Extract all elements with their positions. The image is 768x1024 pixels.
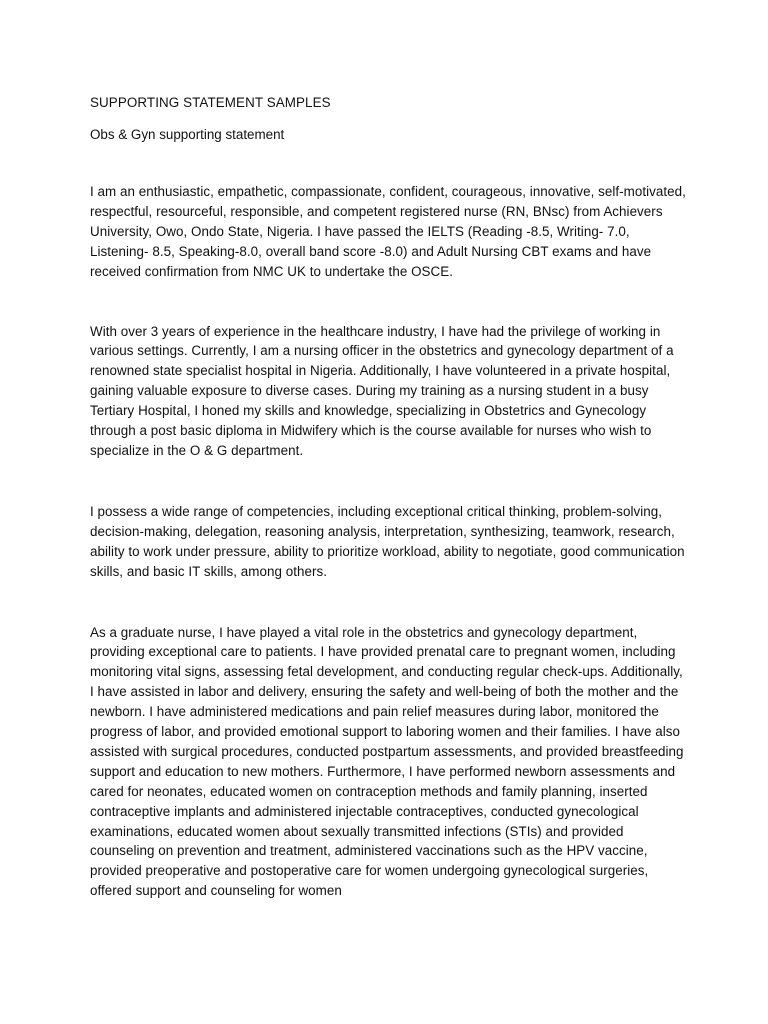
- paragraph-competencies: I possess a wide range of competencies, including exceptional critical thinking, problem-solving, decision-making, delegation, reasoning analysis, interpretation, synthesizing, teamwork, research, ability to work under pressure, ability to prioritize workload, ability to negotiate, good communication skills, and basic IT skills, among others.: [90, 503, 685, 579]
- document-subtitle: Obs & Gyn supporting statement: [90, 127, 285, 142]
- paragraph-graduate-nurse-role: As a graduate nurse, I have played a vital role in the obstetrics and gynecology department, providing exceptional care to patients. I have provided prenatal care to pregnant women, including monitoring vital signs, assessing fetal development, and conducting regular check-ups. Additionally, I have assisted in labor and delivery, ensuring the safety and well-being of both the mother and the newborn. I have administered medications and pain relief measures during labor, monitored the progress of labor, and provided emotional support to laboring women and their families. I have also assisted with surgical procedures, conducted postpartum assessments, and provided breastfeeding support and education to new mothers. Furthermore, I have performed newborn assessments and cared for neonates, educated women on contraception methods and family planning, inserted contraceptive implants and administered injectable contraceptives, conducted gynecological examinations, educated women about sexually transmitted infections (STIs) and provided counseling on prevention and treatment, administered vaccinations such as the HPV vaccine, provided preoperative and postoperative care for women undergoing gynecological surgeries, offered support and counseling for women: [90, 624, 684, 899]
- document-title: SUPPORTING STATEMENT SAMPLES: [90, 95, 331, 110]
- paragraph-introduction: I am an enthusiastic, empathetic, compassionate, confident, courageous, innovative, self-motivated, respectful, resourceful, responsible, and competent registered nurse (RN, BNsc) from Achievers University, Owo, Ondo State, Nigeria. I have passed the IELTS (Reading -8.5, Writing- 7.0, Listening- 8.5, Speaking-8.0, overall band score -8.0) and Adult Nursing CBT exams and have received confirmation from NMC UK to undertake the OSCE.: [90, 184, 686, 279]
- paragraph-experience: With over 3 years of experience in the healthcare industry, I have had the privilege of working in various settings. Currently, I am a nursing officer in the obstetrics and gynecology department of a renowned state specialist hospital in Nigeria. Additionally, I have volunteered in a private hospital, gaining valuable exposure to diverse cases. During my training as a nursing student in a busy Tertiary Hospital, I honed my skills and knowledge, specializing in Obstetrics and Gynecology through a post basic diploma in Midwifery which is the course available for nurses who wish to specialize in the O & G department.: [90, 323, 674, 458]
- document-page: [90, 93, 690, 901]
